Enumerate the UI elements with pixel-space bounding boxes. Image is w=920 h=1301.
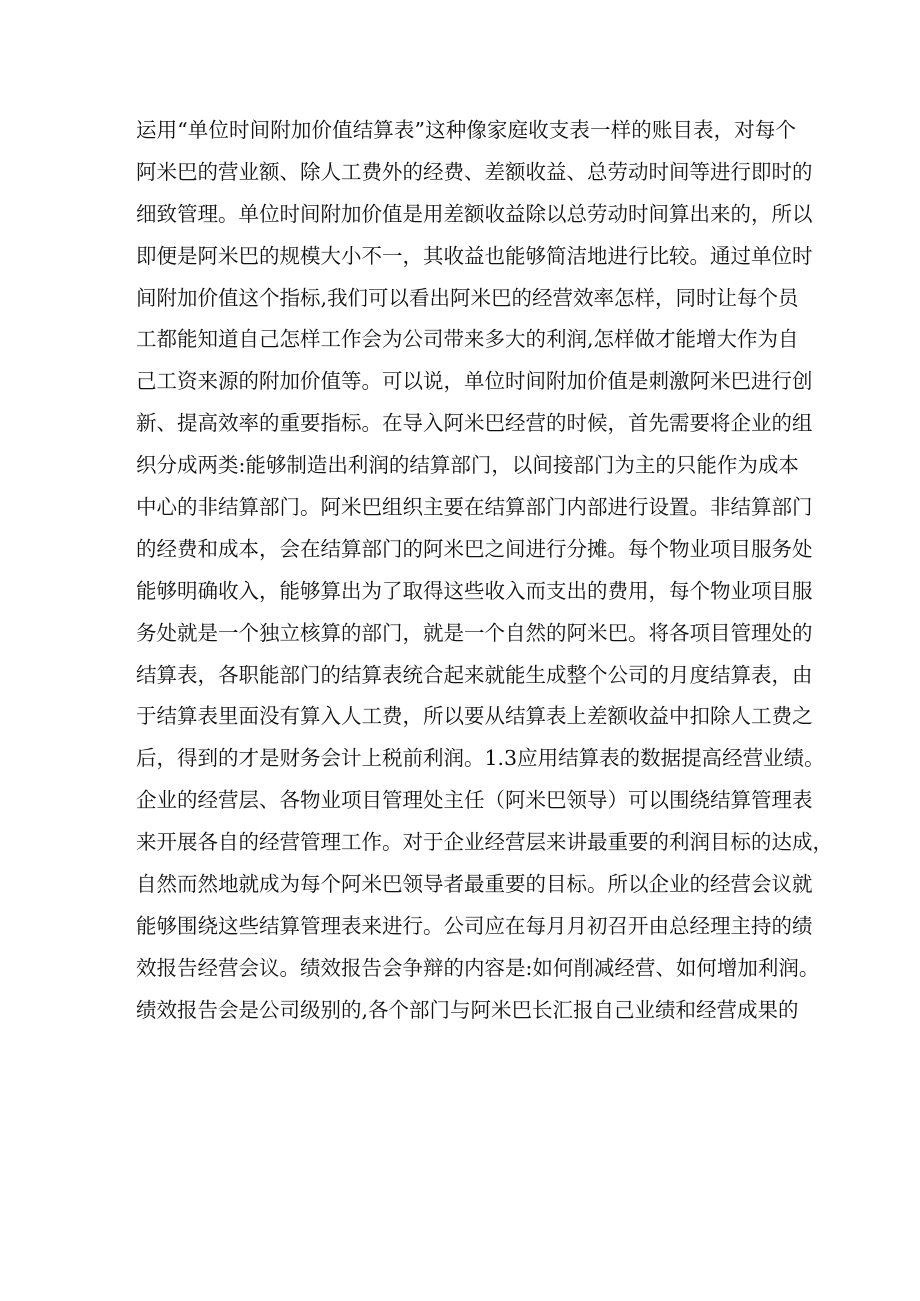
text-line-11: 的经费和成本，会在结算部门的阿米巴之间进行分摊。每个物业项目服务处 [136,536,813,561]
text-line-19: 自然而然地就成为每个阿米巴领导者最重要的目标。所以企业的经营会议就 [136,872,813,897]
text-line-8: 新、提高效率的重要指标。在导入阿米巴经营的时候，首先需要将企业的组 [136,411,813,436]
text-line-14: 结算表，各职能部门的结算表统合起来就能生成整个公司的月度结算表，由 [136,662,813,687]
text-line-5: 间附加价值这个指标,我们可以看出阿米巴的经营效率怎样，同时让每个员 [136,285,799,310]
text-line-21: 效报告经营会议。绩效报告会争辩的内容是:如何削减经营、如何增加利润。 [136,955,820,980]
text-line-7: 己工资来源的附加价值等。可以说，单位时间附加价值是刺激阿米巴进行创 [136,369,813,394]
text-line-15: 于结算表里面没有算入人工费，所以要从结算表上差额收益中扣除人工费之 [136,704,813,729]
text-line-6: 工都能知道自己怎样工作会为公司带来多大的利润,怎样做才能增大作为自 [136,327,799,352]
text-line-10: 中心的非结算部门。阿米巴组织主要在结算部门内部进行设置。非结算部门 [136,495,813,520]
text-line-4: 即便是阿米巴的规模大小不一，其收益也能够简洁地进行比较。通过单位时 [136,243,813,268]
body-text [136,110,833,1032]
text-line-2: 阿米巴的营业额、除人工费外的经费、差额收益、总劳动时间等进行即时的 [136,159,813,184]
text-line-1: 运用“单位时间附加价值结算表”这种像家庭收支表一样的账目表，对每个 [136,118,796,142]
text-line-9: 织分成两类:能够制造出利润的结算部门，以间接部门为主的只能作为成本 [136,453,799,478]
text-line-20: 能够围绕这些结算管理表来进行。公司应在每月月初召开由总经理主持的绩 [136,913,813,938]
text-line-13: 务处就是一个独立核算的部门，就是一个自然的阿米巴。将各项目管理处的 [136,620,813,645]
text-line-16: 后，得到的才是财务会计上税前利润。1.3应用结算表的数据提高经营业绩。 [136,746,825,771]
text-line-12: 能够明确收入，能够算出为了取得这些收入而支出的费用，每个物业项目服 [136,578,813,603]
text-line-3: 细致管理。单位时间附加价值是用差额收益除以总劳动时间算出来的，所以 [136,201,813,226]
text-line-17: 企业的经营层、各物业项目管理处主任（阿米巴领导）可以围绕结算管理表 [136,788,813,813]
text-line-18: 来开展各自的经营管理工作。对于企业经营层来讲最重要的利润目标的达成， [136,830,833,855]
text-line-22: 绩效报告会是公司级别的,各个部门与阿米巴长汇报自己业绩和经营成果的 [136,997,799,1022]
